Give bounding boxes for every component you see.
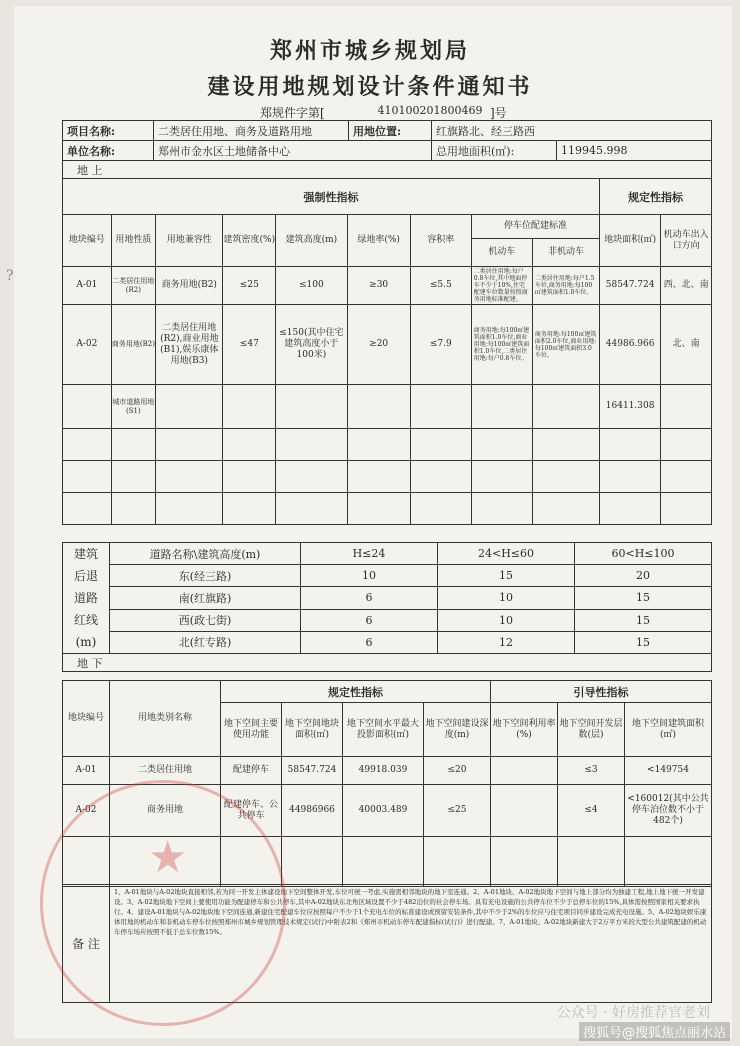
area: 44986966 <box>282 785 343 837</box>
table-row <box>63 757 712 785</box>
compatibility: 二类居住用地(R2),商业用地(B1),娱乐康体用地(B3) <box>156 305 223 385</box>
density <box>223 385 276 429</box>
table-row <box>63 631 712 653</box>
floors: ≤3 <box>558 757 625 785</box>
col-entrance: 机动车出入口方向 <box>661 215 712 267</box>
setback-label <box>63 543 110 654</box>
function: 配建停车 <box>221 757 282 785</box>
depth: ≤20 <box>424 757 491 785</box>
density: ≤47 <box>223 305 276 385</box>
col-green: 绿地率(%) <box>347 215 410 267</box>
setback-value: 10 <box>301 565 438 587</box>
prescriptive-header: 规定性指标 <box>600 179 712 215</box>
setback-value: 15 <box>438 565 575 587</box>
info-table <box>62 120 712 179</box>
above-ground-table <box>62 178 712 525</box>
setback-header-road: 道路名称\建筑高度(m) <box>110 543 301 565</box>
road-name: 东(经三路) <box>110 565 301 587</box>
setback-value: 15 <box>575 587 712 609</box>
build-area: <149754 <box>625 757 712 785</box>
doc-prefix: 郑规件字第[ <box>260 106 325 120</box>
col-motor: 机动车 <box>471 239 532 267</box>
col-area: 地下空间地块面积(㎡) <box>282 703 343 757</box>
far <box>410 385 471 429</box>
below-ground-section: 地 下 <box>63 654 712 672</box>
col-compat: 用地兼容性 <box>156 215 223 267</box>
pencil-mark: ? <box>6 268 14 284</box>
col-plot: 地块编号 <box>63 681 110 757</box>
height: ≤150(其中住宅建筑高度小于100米) <box>276 305 347 385</box>
motor-parking: 商务用地:每100㎡建筑面积1.0车位,商业用地:每100㎡建筑面积1.0车位,二类居住用地:每户0.8车位。 <box>471 305 532 385</box>
setback-value: 15 <box>575 609 712 631</box>
col-type: 用地类别名称 <box>110 681 221 757</box>
setback-value: 10 <box>438 587 575 609</box>
table-row-empty <box>63 461 712 493</box>
land-use: 城市道路用地(S1) <box>111 385 156 429</box>
setback-value: 15 <box>575 631 712 653</box>
table-row <box>63 587 712 609</box>
projection: 49918.039 <box>343 757 424 785</box>
table-row <box>63 609 712 631</box>
function: 配建停车、公共停车 <box>221 785 282 837</box>
green-ratio: ≥30 <box>347 267 410 305</box>
mandatory-header: 强制性指标 <box>63 179 600 215</box>
col-floors: 地下空间开发层数(层) <box>558 703 625 757</box>
motor-parking <box>471 385 532 429</box>
depth: ≤25 <box>424 785 491 837</box>
far: ≤7.9 <box>410 305 471 385</box>
project-name-label: 项目名称: <box>63 121 154 141</box>
setback-label-text: 建筑后退道路红线(m) <box>73 547 98 649</box>
entrance-direction: 西、北、南 <box>661 267 712 305</box>
plot-area: 58547.724 <box>600 267 661 305</box>
far: ≤5.5 <box>410 267 471 305</box>
land-type: 二类居住用地 <box>110 757 221 785</box>
doc-suffix: ]号 <box>490 106 507 120</box>
nonmotor-parking: 二类居住用地:每户1.5车位,商务用地:每100㎡建筑面积1.0车位。 <box>532 267 599 305</box>
watermark-wechat: 公众号 · 好房推荐官老刘 <box>556 1005 710 1021</box>
setback-value: 6 <box>301 587 438 609</box>
col-ratio: 地下空间利用率(%) <box>491 703 558 757</box>
setback-header-h2: 24<H≤60 <box>438 543 575 565</box>
document-number <box>260 104 507 121</box>
setback-value: 12 <box>438 631 575 653</box>
col-func: 地下空间主要使用功能 <box>221 703 282 757</box>
ratio <box>491 757 558 785</box>
col-depth: 地下空间建设深度(m) <box>424 703 491 757</box>
area: 58547.724 <box>282 757 343 785</box>
col-use: 用地性质 <box>111 215 156 267</box>
table-row <box>63 785 712 837</box>
table-row-empty <box>63 493 712 525</box>
table-row <box>63 267 712 305</box>
entrance-direction: 北、南 <box>661 305 712 385</box>
plot-id: A-01 <box>63 757 110 785</box>
notes-text: 1、A-01地块与A-02地块直接相邻,若为同一开发主体建设地下空间整体开发,车位可统一考虑,实施需相邻地块的地下室连通。2、A-01地块、A-02地块地下空间与地上部分均为独建工程,地上地下统一开发建设。3、A-02地块地下空间上要使用功能为配建停车和公共停车,其中A-02地块东北角区域设置不少于482泊位的社会停车场。具有充电设施的公共停车位不少于总停车位的15%,具体需按照国家相关要求执行。4、建设A-01地块与A-02地块地下空间连通,新建住宅配建车位应按照每户不少于1个充电车位的标准建设或预留安装条件,其中不少于2%的车位应与住宅项目同步建设完成充电设施。5、A-02地块娱乐康体用地的机动车和非机动车停车位按照郑州市城乡规划管理技术规定(试行)中附表2和《郑州市机动车停车配建指标(试行)》进行配建。7、A-01地块、A-02地块新建大于2万平方米的大型公共建筑配建的机动车停车场应按照不低于总车位数15%。 <box>110 885 712 1003</box>
col-height: 建筑高度(m) <box>276 215 347 267</box>
watermark-sohu: 搜狐号@搜狐焦点丽水站 <box>579 1022 730 1041</box>
below-prescriptive-header: 规定性指标 <box>221 681 491 703</box>
seal-star-icon: ★ <box>148 832 188 883</box>
setback-value: 6 <box>301 609 438 631</box>
road-name: 西(政七街) <box>110 609 301 631</box>
project-name: 二类居住用地、商务及道路用地 <box>154 121 349 141</box>
entrance-direction <box>661 385 712 429</box>
table-row-empty <box>63 837 712 887</box>
col-nonmotor: 非机动车 <box>532 239 599 267</box>
land-use: 商务用地(B2) <box>111 305 156 385</box>
above-ground-section: 地 上 <box>63 161 712 179</box>
build-area: <160012(其中公共停车泊位数不小于482个) <box>625 785 712 837</box>
green-ratio: ≥20 <box>347 305 410 385</box>
plot-area: 44986.966 <box>600 305 661 385</box>
road-name: 北(红专路) <box>110 631 301 653</box>
nonmotor-parking <box>532 385 599 429</box>
col-build: 地下空间建筑面积(㎡) <box>625 703 712 757</box>
col-plot: 地块编号 <box>63 215 112 267</box>
setback-value: 6 <box>301 631 438 653</box>
setback-value: 10 <box>438 609 575 631</box>
table-row <box>63 385 712 429</box>
setback-value: 20 <box>575 565 712 587</box>
table-row <box>63 305 712 385</box>
col-parking: 停车位配建标准 <box>471 215 599 239</box>
floors: ≤4 <box>558 785 625 837</box>
road-name: 南(红旗路) <box>110 587 301 609</box>
land-type: 商务用地 <box>110 785 221 837</box>
height <box>276 385 347 429</box>
motor-parking: 二类居住用地:每户0.8车位,其中地面停车不少于10%,住宅配建车位数量按照商务用地标准配建。 <box>471 267 532 305</box>
notes-table <box>62 884 712 1003</box>
plot-id: A-02 <box>63 785 110 837</box>
notes-label: 备 注 <box>63 885 110 1003</box>
col-density: 建筑密度(%) <box>223 215 276 267</box>
setback-table <box>62 542 712 672</box>
plot-id: A-02 <box>63 305 112 385</box>
setback-header-h3: 60<H≤100 <box>575 543 712 565</box>
below-ground-table <box>62 680 712 887</box>
total-area: 119945.998 <box>557 141 712 161</box>
table-row-empty <box>63 429 712 461</box>
issuer-title: 郑州市城乡规划局 <box>269 38 470 64</box>
col-far: 容积率 <box>410 215 471 267</box>
doc-number: 410100201800469 <box>377 104 483 117</box>
col-area: 地块面积(㎡) <box>600 215 661 267</box>
projection: 40003.489 <box>343 785 424 837</box>
unit: 郑州市金水区土地储备中心 <box>154 141 432 161</box>
location-label: 用地位置: <box>349 121 432 141</box>
ratio <box>491 785 558 837</box>
setback-header-h1: H≤24 <box>301 543 438 565</box>
guiding-header: 引导性指标 <box>491 681 712 703</box>
compatibility: 商务用地(B2) <box>156 267 223 305</box>
total-area-label: 总用地面积(㎡): <box>432 141 557 161</box>
green-ratio <box>347 385 410 429</box>
plot-id <box>63 385 112 429</box>
compatibility <box>156 385 223 429</box>
plot-area: 16411.308 <box>600 385 661 429</box>
col-proj: 地下空间水平最大投影面积(㎡) <box>343 703 424 757</box>
location: 红旗路北、经三路西 <box>432 121 712 141</box>
density: ≤25 <box>223 267 276 305</box>
table-row <box>63 565 712 587</box>
document-title: 建设用地规划设计条件通知书 <box>207 74 533 100</box>
plot-id: A-01 <box>63 267 112 305</box>
unit-label: 单位名称: <box>63 141 154 161</box>
height: ≤100 <box>276 267 347 305</box>
land-use: 二类居住用地(R2) <box>111 267 156 305</box>
nonmotor-parking: 商务用地:每100㎡建筑面积2.0车位,商业用地:每100㎡建筑面积3.0车位。 <box>532 305 599 385</box>
